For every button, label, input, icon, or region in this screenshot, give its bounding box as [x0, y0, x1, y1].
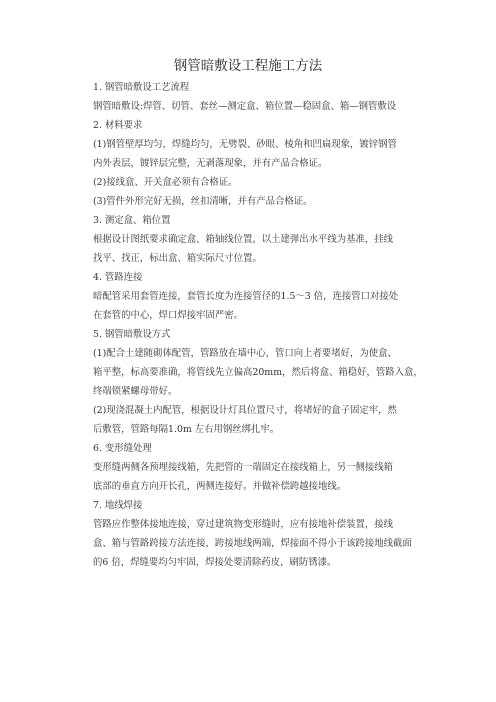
paragraph-line: 管路应作整体接地连接，穿过建筑物变形缝时，应有接地补偿装置，接线: [93, 519, 394, 530]
section-heading: 5. 钢管暗敷设方式: [93, 329, 171, 340]
paragraph-line: (1)配合土建随砌体配管，管路放在墙中心，管口向上者要堵好，为使盒、: [93, 348, 397, 359]
paragraph-line: 后敷管，管路每隔1.0m 左右用钢丝绑扎牢。: [93, 424, 280, 435]
paragraph-line: (3)管件外形完好无损，丝扣清晰，并有产品合格证。: [93, 196, 313, 207]
section-box-position: [93, 211, 411, 268]
section-process-flow: [93, 78, 411, 116]
section-heading: 6. 变形缝处理: [93, 443, 152, 454]
paragraph-line: 在套管的中心，焊口焊接牢固严密。: [93, 310, 244, 321]
section-ground-welding: [93, 496, 411, 572]
section-heading: 4. 管路连接: [93, 272, 143, 283]
paragraph-line: 箱平整，标高要准确，将管线先立偏高20mm，然后将盒、箱稳好，管路入盒，: [93, 367, 423, 378]
paragraph-line: 终端锁紧螺母带好。: [93, 386, 178, 397]
section-laying-method: [93, 325, 423, 439]
paragraph-line: (2)接线盒、开关盒必须有合格证。: [93, 177, 238, 188]
paragraph-line: 底部的垂直方向开长孔，两侧连接好。并做补偿跨越接地线。: [93, 481, 347, 492]
document-title: 钢管暗敷设工程施工方法: [173, 58, 323, 74]
paragraph-line: 的6 倍，焊缝要均匀牢固，焊接处要清除药皮，刷防锈漆。: [93, 557, 337, 568]
paragraph-line: 根据设计图纸要求确定盒、箱轴线位置，以土建弹出水平线为基准，挂线: [93, 234, 394, 245]
section-material-requirements: [93, 116, 411, 211]
paragraph-line: 变形缝两侧各预埋接线箱，先把管的一端固定在接线箱上，另一侧接线箱: [93, 462, 394, 473]
section-heading: 2. 材料要求: [93, 120, 143, 131]
paragraph-line: 暗配管采用套管连接，套管长度为连接管径的1.5～3 倍，连接管口对接处: [93, 291, 399, 302]
paragraph-line: 内外表层，镀锌层完整，无剥落现象，并有产品合格证。: [93, 158, 328, 169]
section-pipe-connection: [93, 268, 411, 325]
document-body: [93, 78, 423, 572]
section-heading: 7. 地线焊接: [93, 500, 143, 511]
section-deformation-joint: [93, 439, 411, 496]
section-heading: 3. 测定盒、箱位置: [93, 215, 171, 226]
paragraph-line: 找平、找正，标出盒、箱实际尺寸位置。: [93, 253, 262, 264]
paragraph-line: (1)钢管壁厚均匀，焊缝均匀，无劈裂、砂眼、棱角和凹扁现象，镀锌钢管: [93, 139, 397, 150]
paragraph-line: 盒、箱与管路跨接方法连接，跨接地线两端，焊接面不得小于该跨接地线截面: [93, 538, 412, 549]
paragraph-line: (2)现浇混凝土内配管，根据设计灯具位置尺寸，将堵好的盒子固定牢，然: [93, 405, 397, 416]
section-heading: 1. 钢管暗敷设工艺流程: [93, 82, 190, 93]
paragraph-line: 钢管暗敷设:焊管、切管、套丝—测定盒、箱位置—稳固盒、箱—钢管敷设: [93, 101, 397, 112]
